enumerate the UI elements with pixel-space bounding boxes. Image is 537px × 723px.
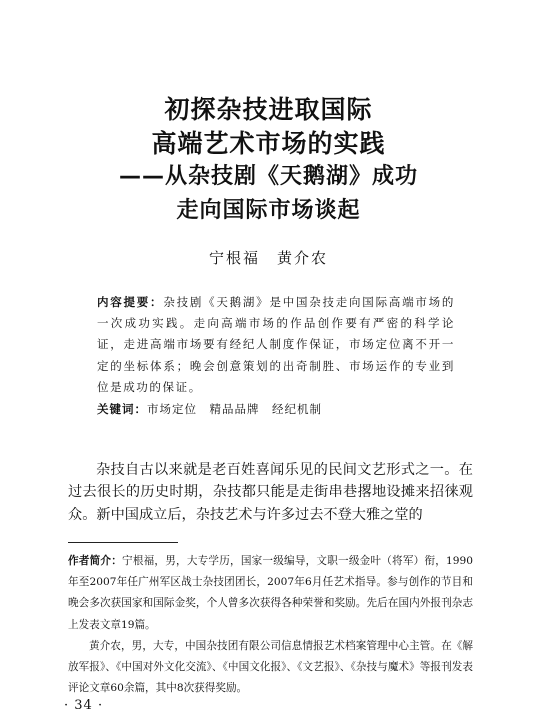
article-title-line-2: 高端艺术市场的实践 <box>151 129 386 158</box>
footnote-divider <box>68 542 178 543</box>
keywords-text: 市场定位 精品品牌 经纪机制 <box>147 402 322 416</box>
footnote-label: 作者简介： <box>68 555 123 567</box>
footnote-author-1 <box>68 551 473 636</box>
article-title-line-1: 初探杂技进取国际 <box>164 95 373 124</box>
page-number: · 34 · <box>64 698 104 713</box>
keywords <box>97 401 455 417</box>
footnote-author-1-text: 宁根福，男，大专学历，国家一级编导，文职一级金叶（将军）衔，1990年至2007年任广州军区战士杂技团团长，2007年6月任艺术指导。参与创作的节目和晚会多次获国家和国际金奖，个人曾多次获得各种荣誉和奖励。先后在国内外报刊杂志上发表文章19篇。 <box>68 555 473 631</box>
footnote-author-2: 黄介农，男，大专，中国杂技团有限公司信息情报艺术档案管理中心主管。在《解放军报》、《中国对外文化交流》、《中国文化报》、《文艺报》、《杂技与魔术》等报刊发表评论文章60余篇，其中8次获得奖励。 <box>68 639 473 695</box>
authors-byline: 宁根福 黄介农 <box>208 249 328 267</box>
abstract-label: 内容提要： <box>97 295 164 309</box>
article-subtitle-line-1: ——从杂技剧《天鹅湖》成功 <box>118 164 418 189</box>
body-paragraph: 杂技自古以来就是老百姓喜闻乐见的民间文艺形式之一。在过去很长的历史时期，杂技都只能是走街串巷撂地设摊来招徕观众。新中国成立后，杂技艺术与许多过去不登大雅之堂的 <box>68 462 473 523</box>
abstract <box>97 292 455 398</box>
article-subtitle-line-2: 走向国际市场谈起 <box>176 198 361 223</box>
keywords-label: 关键词： <box>97 402 147 416</box>
author-footnote <box>68 551 473 699</box>
abstract-text: 杂技剧《天鹅湖》是中国杂技走向国际高端市场的一次成功实践。走向高端市场的作品创作要有严密的科学论证，走进高端市场要有经纪人制度作保证，市场定位离不开一定的坐标体系；晚会创意策划的出奇制胜、市场运作的专业到位是成功的保证。 <box>97 295 455 394</box>
body-text <box>68 459 473 526</box>
